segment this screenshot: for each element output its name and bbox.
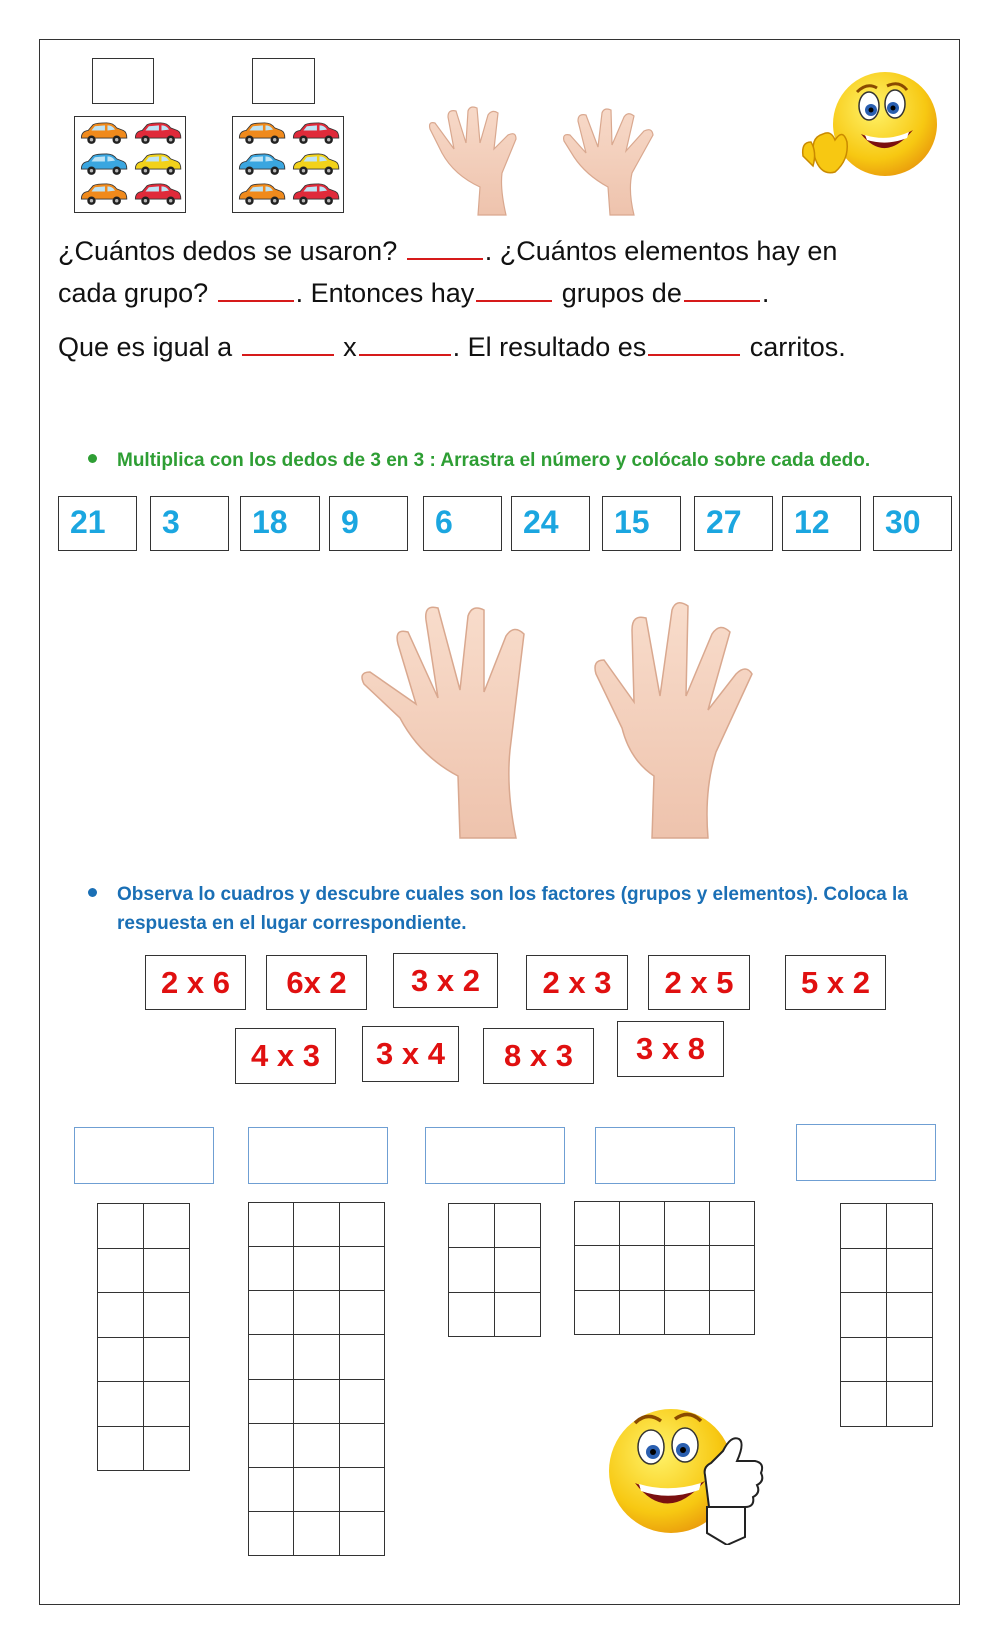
factor-tile[interactable]: 2 x 5 [648,955,750,1010]
array-cell [620,1246,665,1290]
toy-car-icon [236,151,287,179]
factor-tile[interactable]: 3 x 4 [362,1026,459,1082]
number-tile[interactable]: 27 [694,496,773,551]
question-text: Que es igual a [58,332,240,362]
array-cell [887,1248,933,1293]
array-cell [98,1204,144,1249]
number-tile[interactable]: 12 [782,496,861,551]
thumbs-up-smiley-icon [605,1395,765,1545]
toy-car-icon [132,181,183,209]
factor-tile[interactable]: 3 x 8 [617,1021,724,1077]
instruction-observe-factors [88,880,908,938]
answer-drop-zone-3[interactable] [425,1127,565,1184]
array-grid-5x2 [840,1203,933,1427]
array-cell [841,1382,887,1427]
array-cell [249,1423,294,1467]
array-cell [841,1204,887,1249]
array-grid-6x2 [97,1203,190,1471]
array-cell [98,1337,144,1382]
toy-car-icon [78,120,129,148]
number-tile[interactable]: 21 [58,496,137,551]
array-cell [887,1204,933,1249]
answer-blank[interactable] [476,278,552,302]
array-cell [710,1290,755,1334]
question-text: cada grupo? [58,278,216,308]
question-line-2 [58,278,769,309]
answer-drop-zone-1[interactable] [74,1127,214,1184]
factor-tile[interactable]: 4 x 3 [235,1028,336,1084]
array-cell [665,1246,710,1290]
array-cell [339,1467,384,1511]
toy-car-icon [78,181,129,209]
number-tile[interactable]: 30 [873,496,952,551]
number-tile[interactable]: 18 [240,496,320,551]
array-cell [144,1293,190,1338]
toy-car-icon [236,181,287,209]
array-cell [249,1203,294,1247]
question-text: grupos de [554,278,682,308]
bullet-icon [88,888,97,897]
array-cell [339,1291,384,1335]
question-line-1 [58,236,837,267]
instruction-text-line-1: Observa lo cuadros y descubre cuales son los factores (grupos y elementos). Coloca la [117,884,908,905]
factor-tile[interactable]: 5 x 2 [785,955,886,1010]
factor-tile[interactable]: 2 x 3 [526,955,628,1010]
array-cell [710,1246,755,1290]
answer-drop-zone-4[interactable] [595,1127,735,1184]
array-cell [294,1467,339,1511]
array-cell [449,1248,495,1292]
answer-blank[interactable] [648,332,740,356]
array-cell [294,1511,339,1555]
factor-tile[interactable]: 3 x 2 [393,953,498,1008]
array-cell [887,1337,933,1382]
array-cell [620,1290,665,1334]
toy-car-icon [132,120,183,148]
array-cell [887,1293,933,1338]
factor-tile[interactable]: 8 x 3 [483,1028,594,1084]
toy-car-icon [78,151,129,179]
clapping-smiley-icon [795,68,945,188]
array-cell [294,1203,339,1247]
answer-blank[interactable] [242,332,334,356]
array-cell [449,1292,495,1336]
bullet-icon [88,454,97,463]
array-cell [841,1293,887,1338]
array-cell [841,1337,887,1382]
array-cell [294,1423,339,1467]
array-cell [144,1204,190,1249]
answer-box-1[interactable] [92,58,154,104]
answer-blank[interactable] [407,236,483,260]
array-cell [144,1426,190,1471]
toy-cars-card-2 [232,116,344,213]
array-cell [841,1248,887,1293]
factor-tile[interactable]: 6x 2 [266,955,367,1010]
question-text: . Entonces hay [295,278,475,308]
array-cell [98,1248,144,1293]
array-cell [339,1247,384,1291]
question-text: carritos. [742,332,846,362]
array-cell [575,1290,620,1334]
instruction-text: Multiplica con los dedos de 3 en 3 : Arrastra el número y colócalo sobre cada dedo. [117,450,871,471]
answer-drop-zone-2[interactable] [248,1127,388,1184]
toy-car-icon [290,120,341,148]
open-hands-large-image [360,600,760,840]
array-cell [249,1247,294,1291]
instruction-multiply-fingers [88,450,870,472]
array-cell [249,1335,294,1379]
question-text: x [335,332,357,362]
array-cell [887,1382,933,1427]
array-grid-8x3 [248,1202,385,1556]
answer-box-2[interactable] [252,58,315,104]
array-cell [249,1291,294,1335]
toy-car-icon [290,181,341,209]
toy-car-icon [236,120,287,148]
array-cell [144,1337,190,1382]
array-cell [620,1202,665,1246]
toy-car-icon [132,151,183,179]
array-grid-3x2 [448,1203,541,1337]
array-cell [249,1379,294,1423]
array-cell [249,1511,294,1555]
array-cell [495,1248,541,1292]
array-cell [294,1247,339,1291]
number-tile[interactable]: 3 [150,496,229,551]
number-tile[interactable]: 6 [423,496,502,551]
array-cell [665,1202,710,1246]
array-cell [339,1423,384,1467]
question-text: ¿Cuántos dedos se usaron? [58,236,405,266]
array-cell [294,1335,339,1379]
array-cell [575,1202,620,1246]
array-cell [98,1426,144,1471]
array-cell [249,1467,294,1511]
array-cell [710,1202,755,1246]
array-cell [339,1203,384,1247]
array-cell [144,1248,190,1293]
array-cell [495,1292,541,1336]
array-cell [339,1335,384,1379]
toy-cars-card-1 [74,116,186,213]
answer-drop-zone-5[interactable] [796,1124,936,1181]
array-cell [575,1246,620,1290]
array-cell [495,1204,541,1248]
question-text: . ¿Cuántos elementos hay en [484,236,838,266]
answer-blank[interactable] [218,278,294,302]
answer-blank[interactable] [359,332,451,356]
number-tile[interactable]: 9 [329,496,408,551]
answer-blank[interactable] [684,278,760,302]
toy-car-icon [290,151,341,179]
instruction-text-line-2: respuesta en el lugar correspondiente. [117,913,467,934]
array-cell [339,1379,384,1423]
array-grid-3x4 [574,1201,755,1335]
array-cell [339,1511,384,1555]
array-cell [98,1293,144,1338]
question-text: . [761,278,770,308]
number-tile[interactable]: 15 [602,496,681,551]
array-cell [98,1382,144,1427]
factor-tile[interactable]: 2 x 6 [145,955,246,1010]
array-cell [144,1382,190,1427]
array-cell [294,1379,339,1423]
number-tile[interactable]: 24 [511,496,590,551]
question-text: . El resultado es [452,332,647,362]
array-cell [294,1291,339,1335]
array-cell [449,1204,495,1248]
question-line-3 [58,332,846,363]
open-hands-small-image [420,105,680,217]
array-cell [665,1290,710,1334]
